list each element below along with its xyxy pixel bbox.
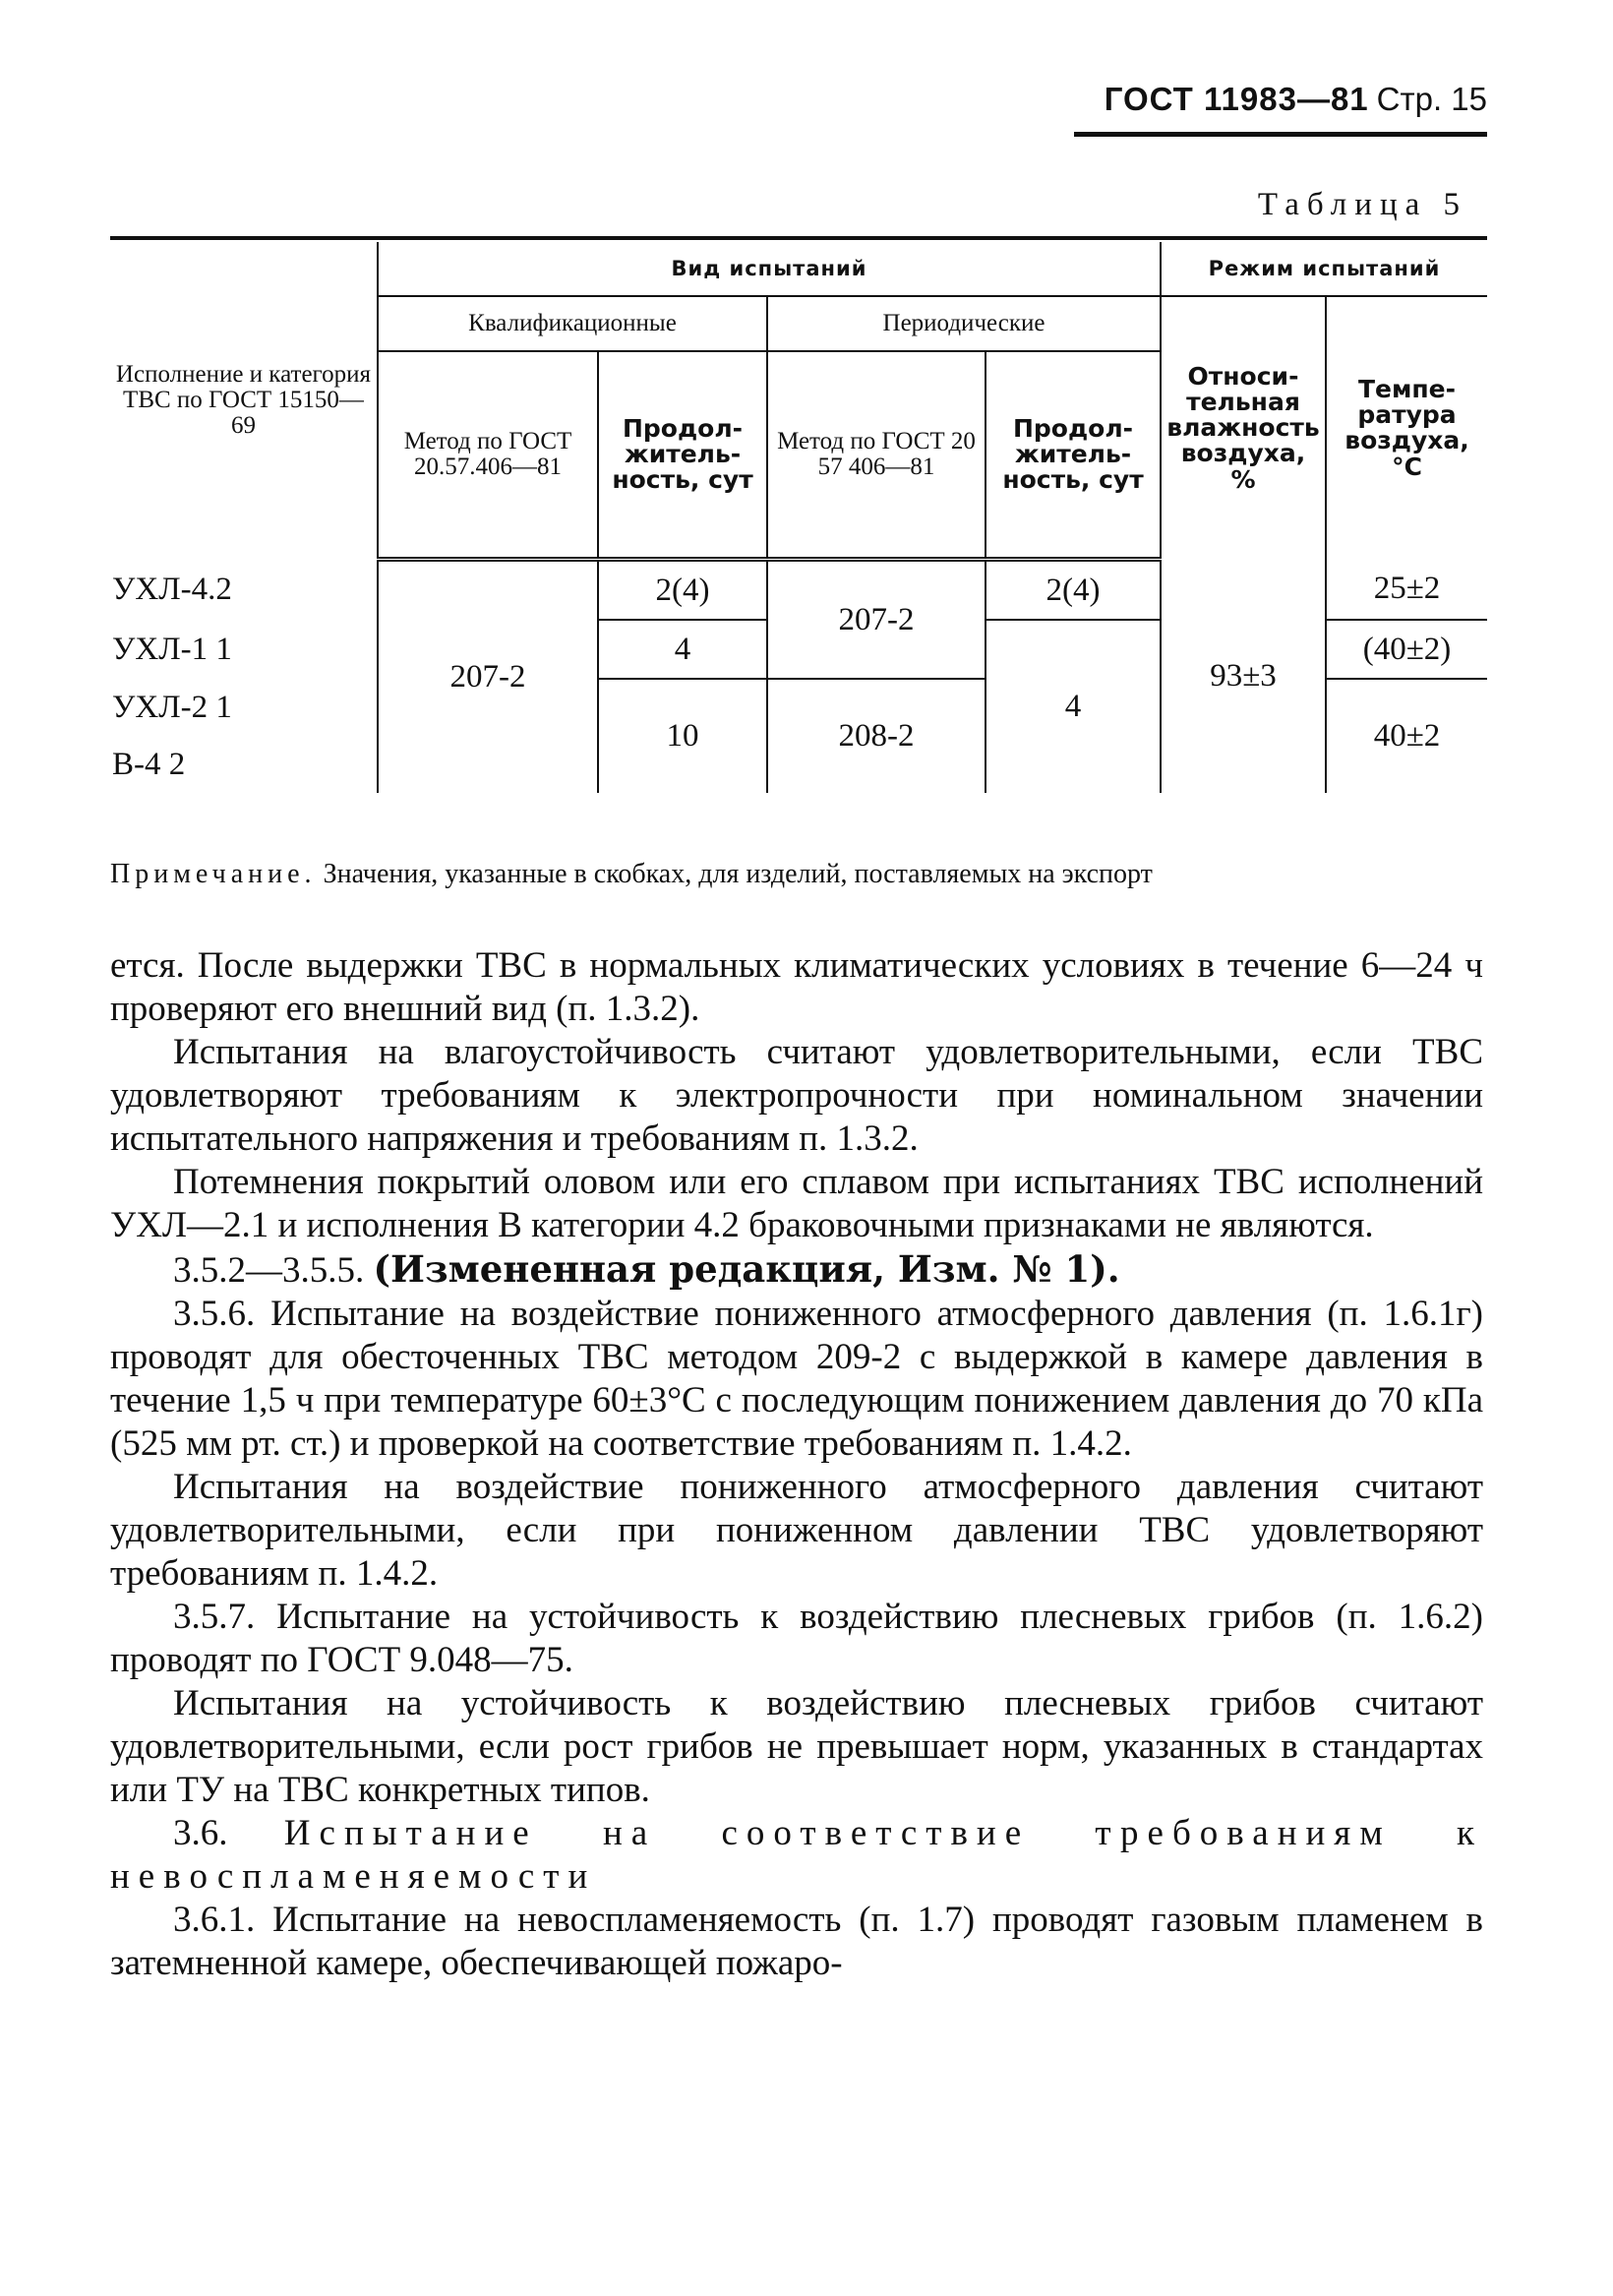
col-humidity-header: Относи-тельная влажность воздуха, % <box>1161 296 1326 560</box>
duration-qual-cell: 4 <box>598 620 767 679</box>
col-temperature-header: Темпе-ратура воздуха, °С <box>1326 296 1487 560</box>
table-top-rule <box>110 236 1487 240</box>
sub-qualification-header: Квалификационные <box>378 296 767 351</box>
col-method-period-header: Метод по ГОСТ 20 57 406—81 <box>767 351 986 560</box>
paragraph: Испытания на устойчивость к воздействию плесневых грибов считают удовлетворительными, если рост грибов не превышает норм, указанных в стандартах или ТУ на ТВС конкретных типов. <box>110 1683 1483 1810</box>
paragraph: 3.6.1. Испытание на невоспламеняемость (п. 1.7) проводят газовым пламенем в затемненной камере, обеспечивающей пожаро- <box>110 1900 1483 1983</box>
paragraph: Испытания на воздействие пониженного атмосферного давления считают удовлетворительными, если при пониженном давлении ТВС удовлетворяют требованиям п. 1.4.2. <box>110 1467 1483 1594</box>
body-text <box>110 944 1483 1985</box>
table-caption: Таблица 5 <box>1257 187 1467 222</box>
row-label: УХЛ-2 1 <box>112 689 232 725</box>
row-label: УХЛ-4.2 <box>112 571 232 607</box>
temperature-cell: (40±2) <box>1326 620 1487 679</box>
humidity-cell: 93±3 <box>1161 560 1326 794</box>
table-note <box>110 856 1487 893</box>
col-duration-period-header: Продол-житель-ность, сут <box>986 351 1161 560</box>
group-mode-header: Режим испытаний <box>1161 242 1487 296</box>
paragraph: ется. После выдержки ТВС в нормальных климатических условиях в течение 6—24 ч проверяют его внешний вид (п. 1.3.2). <box>110 945 1483 1029</box>
duration-qual-cell: 10 <box>598 679 767 793</box>
row-label: УХЛ-1 1 <box>112 631 232 667</box>
temperature-cell: 40±2 <box>1326 679 1487 793</box>
header-rule <box>1074 132 1487 137</box>
paragraph: 3.5.7. Испытание на устойчивость к воздействию плесневых грибов (п. 1.6.2) проводят по ГОСТ 9.048—75. <box>110 1597 1483 1680</box>
col-method-qual-header: Метод по ГОСТ 20.57.406—81 <box>378 351 598 560</box>
duration-qual-cell: 2(4) <box>598 560 767 621</box>
amendment-note: (Измененная редакция, Изм. № 1). <box>373 1247 1120 1291</box>
paragraph: 3.5.6. Испытание на воздействие пониженного атмосферного давления (п. 1.6.1г) проводят для обесточенных ТВС методом 209-2 с выдержкой в камере давления в течение 1,5 ч при температуре 60±3°С с последующим понижением давления до 70 кПа (525 мм рт. ст.) и проверкой на соответствие требованиям п. 1.4.2. <box>110 1294 1483 1464</box>
section-title: Испытание на соответствие требованиям к невоспламеняемости <box>110 1813 1483 1897</box>
paragraph: Потемнения покрытий оловом или его сплавом при испытаниях ТВС исполнений УХЛ—2.1 и исполнения В категории 4.2 браковочными признаками не являются. <box>110 1162 1483 1245</box>
section-heading <box>110 1812 1483 1899</box>
method-period-cell: 208-2 <box>767 679 986 793</box>
method-qual-cell: 207-2 <box>378 560 598 794</box>
sub-periodic-header: Периодические <box>767 296 1161 351</box>
duration-period-cell: 4 <box>986 620 1161 793</box>
paragraph-amendment <box>110 1247 1483 1293</box>
method-period-cell: 207-2 <box>767 560 986 680</box>
note-text: Значения, указанные в скобках, для изделий, поставляемых на экспорт <box>323 859 1153 889</box>
group-tests-header: Вид испытаний <box>378 242 1161 296</box>
standard-number: ГОСТ 11983—81 <box>1104 81 1369 117</box>
paragraph: Испытания на влагоустойчивость считают удовлетворительными, если ТВС удовлетворяют требованиям к электропрочности при номинальном значении испытательного напряжения и требованиям п. 1.3.2. <box>110 1032 1483 1159</box>
col-execution-header: Исполнение и категория ТВС по ГОСТ 15150—69 <box>115 360 372 440</box>
note-label: Примечание. <box>110 859 317 889</box>
col-duration-qual-header: Продол-житель-ность, сут <box>598 351 767 560</box>
temperature-cell: 25±2 <box>1326 560 1487 621</box>
page-number: Стр. 15 <box>1376 81 1487 117</box>
section-number: 3.6. <box>173 1813 228 1853</box>
amendment-number: 3.5.2—3.5.5. <box>173 1250 365 1291</box>
duration-period-cell: 2(4) <box>986 560 1161 621</box>
row-label: В-4 2 <box>112 746 186 782</box>
page-header <box>1105 81 1487 118</box>
spec-table <box>110 242 1487 793</box>
spec-table-wrapper <box>110 236 1487 793</box>
